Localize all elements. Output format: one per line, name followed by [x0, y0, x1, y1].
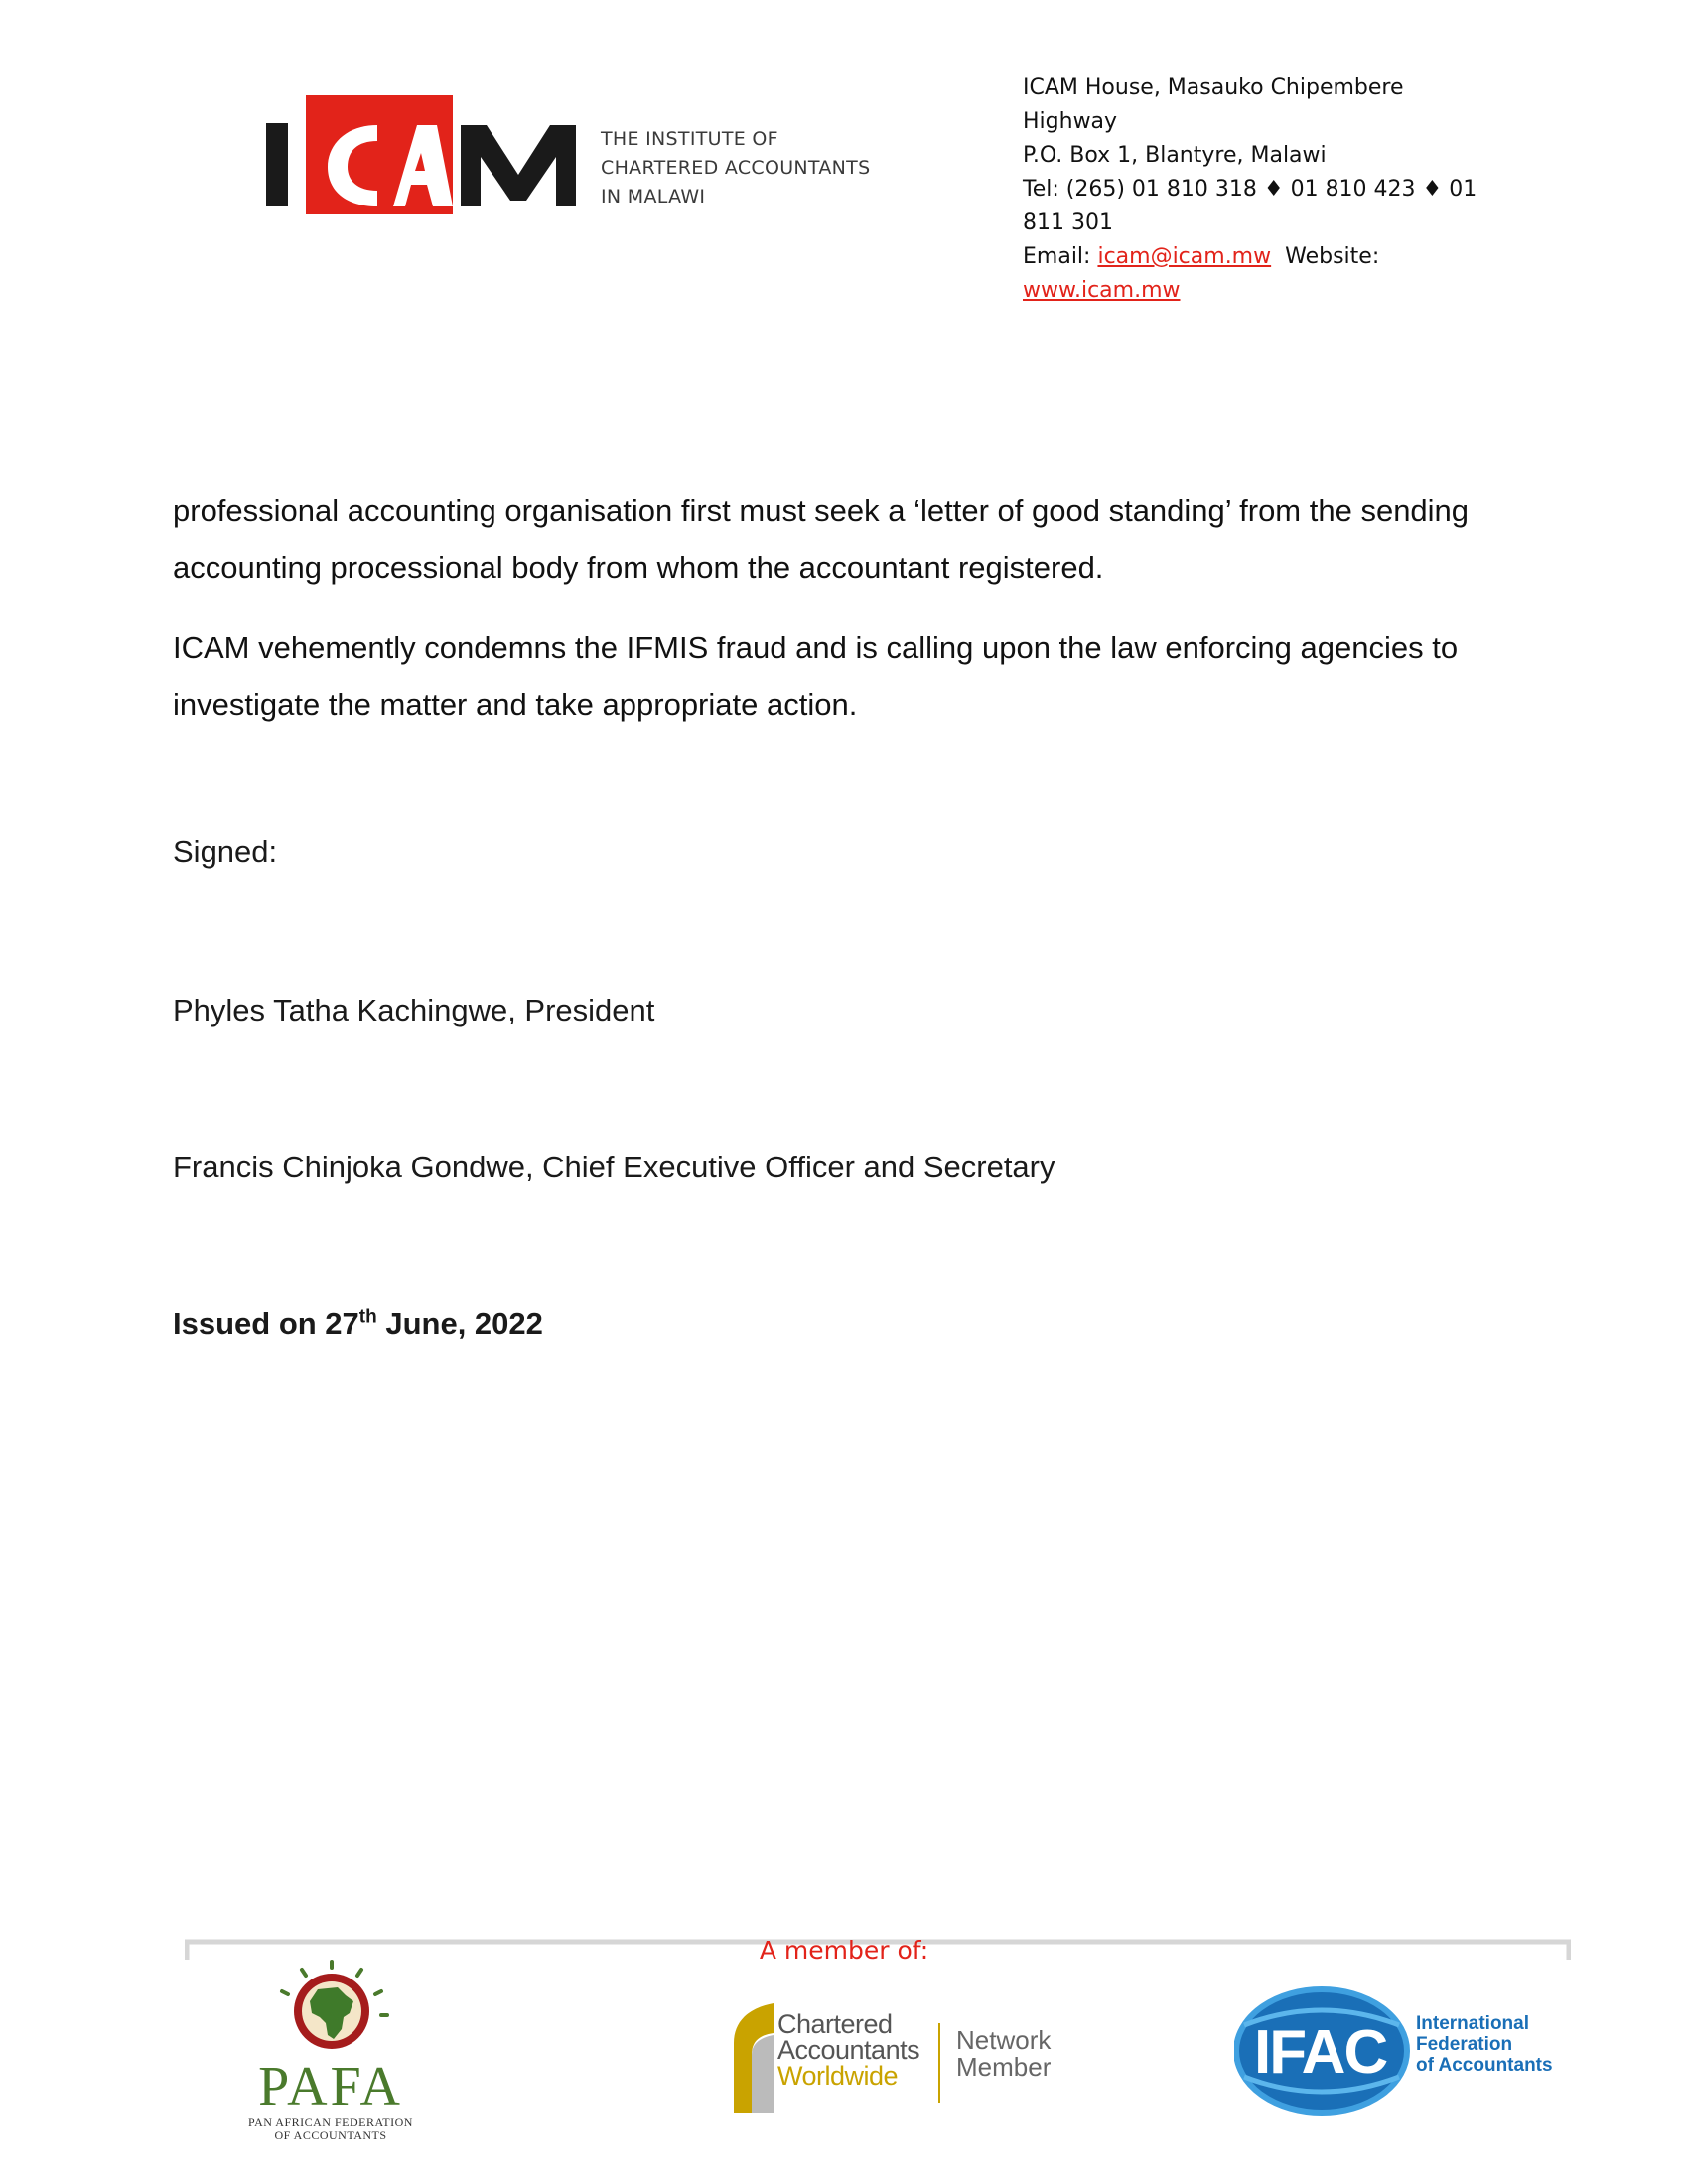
icam-logo-text [601, 125, 870, 211]
website-line [1023, 274, 1479, 308]
email-line [1023, 240, 1479, 274]
issued-ordinal: th [358, 1306, 377, 1328]
issued-date [173, 1306, 543, 1342]
address-line-4: Tel: (265) 01 810 318 ♦ 01 810 423 ♦ 01 [1023, 177, 1477, 202]
member-of-label: A member of: [759, 1936, 929, 1965]
africa-globe-icon [226, 1956, 435, 2059]
chartered-accountants-worldwide-logo [730, 2003, 1067, 2122]
caw-line-3: Worldwide [777, 2061, 899, 2091]
caw-net-line-2: Member [956, 2052, 1052, 2082]
caw-wordmark [777, 2011, 919, 2089]
website-label: Website: [1285, 244, 1380, 269]
icam-logo-mark [266, 95, 594, 214]
caw-network-member [956, 2027, 1051, 2081]
letter-body [173, 482, 1483, 756]
issued-suffix: June, 2022 [376, 1306, 543, 1341]
paragraph-1: professional accounting organisation first must seek a ‘letter of good standing’ from the sending accounting processional body from whom the accountant registered. [173, 493, 1470, 585]
pafa-sub-line-2: OF ACCOUNTANTS [274, 2128, 387, 2142]
icam-logo [266, 95, 902, 214]
pafa-name: PAFA [258, 2056, 403, 2117]
caw-net-line-1: Network [956, 2025, 1052, 2055]
address-line-1: ICAM House, Masauko Chipembere [1023, 75, 1404, 100]
pafa-logo [226, 1956, 435, 2144]
caw-divider [938, 2023, 940, 2103]
pafa-sub-line-1: PAN AFRICAN FEDERATION [248, 2116, 413, 2129]
email-label: Email: [1023, 244, 1091, 269]
address-line-2: Highway [1023, 109, 1118, 134]
ifac-fullname [1416, 2013, 1553, 2076]
ifac-wordmark: IFAC [1254, 2018, 1387, 2087]
logo-line-1: THE INSTITUTE OF [601, 128, 778, 150]
caw-line-2: Accountants [777, 2035, 920, 2065]
address-line-5: 811 301 [1023, 210, 1113, 235]
website-link[interactable]: www.icam.mw [1023, 278, 1181, 303]
address-block [1023, 71, 1479, 308]
issued-prefix: Issued on 27 [173, 1306, 359, 1341]
logo-line-3: IN MALAWI [601, 186, 706, 207]
email-link[interactable]: icam@icam.mw [1097, 244, 1272, 269]
signed-label: Signed: [173, 834, 278, 869]
ifac-line-1: International [1416, 2013, 1530, 2034]
ifac-line-3: of Accountants [1416, 2055, 1553, 2076]
ifac-logo [1234, 1985, 1562, 2116]
caw-line-1: Chartered [777, 2009, 893, 2039]
signatory-ceo: Francis Chinjoka Gondwe, Chief Executive Officer and Secretary [173, 1150, 1055, 1184]
ifac-line-2: Federation [1416, 2034, 1513, 2055]
pafa-subtitle [226, 2116, 435, 2142]
logo-line-2: CHARTERED ACCOUNTANTS [601, 157, 871, 179]
address-line-3: P.O. Box 1, Blantyre, Malawi [1023, 143, 1327, 168]
signatory-president: Phyles Tatha Kachingwe, President [173, 993, 655, 1027]
paragraph-2: ICAM vehemently condemns the IFMIS fraud and is calling upon the law enforcing agencies to investigate the matter and take appropriate action. [173, 630, 1459, 722]
